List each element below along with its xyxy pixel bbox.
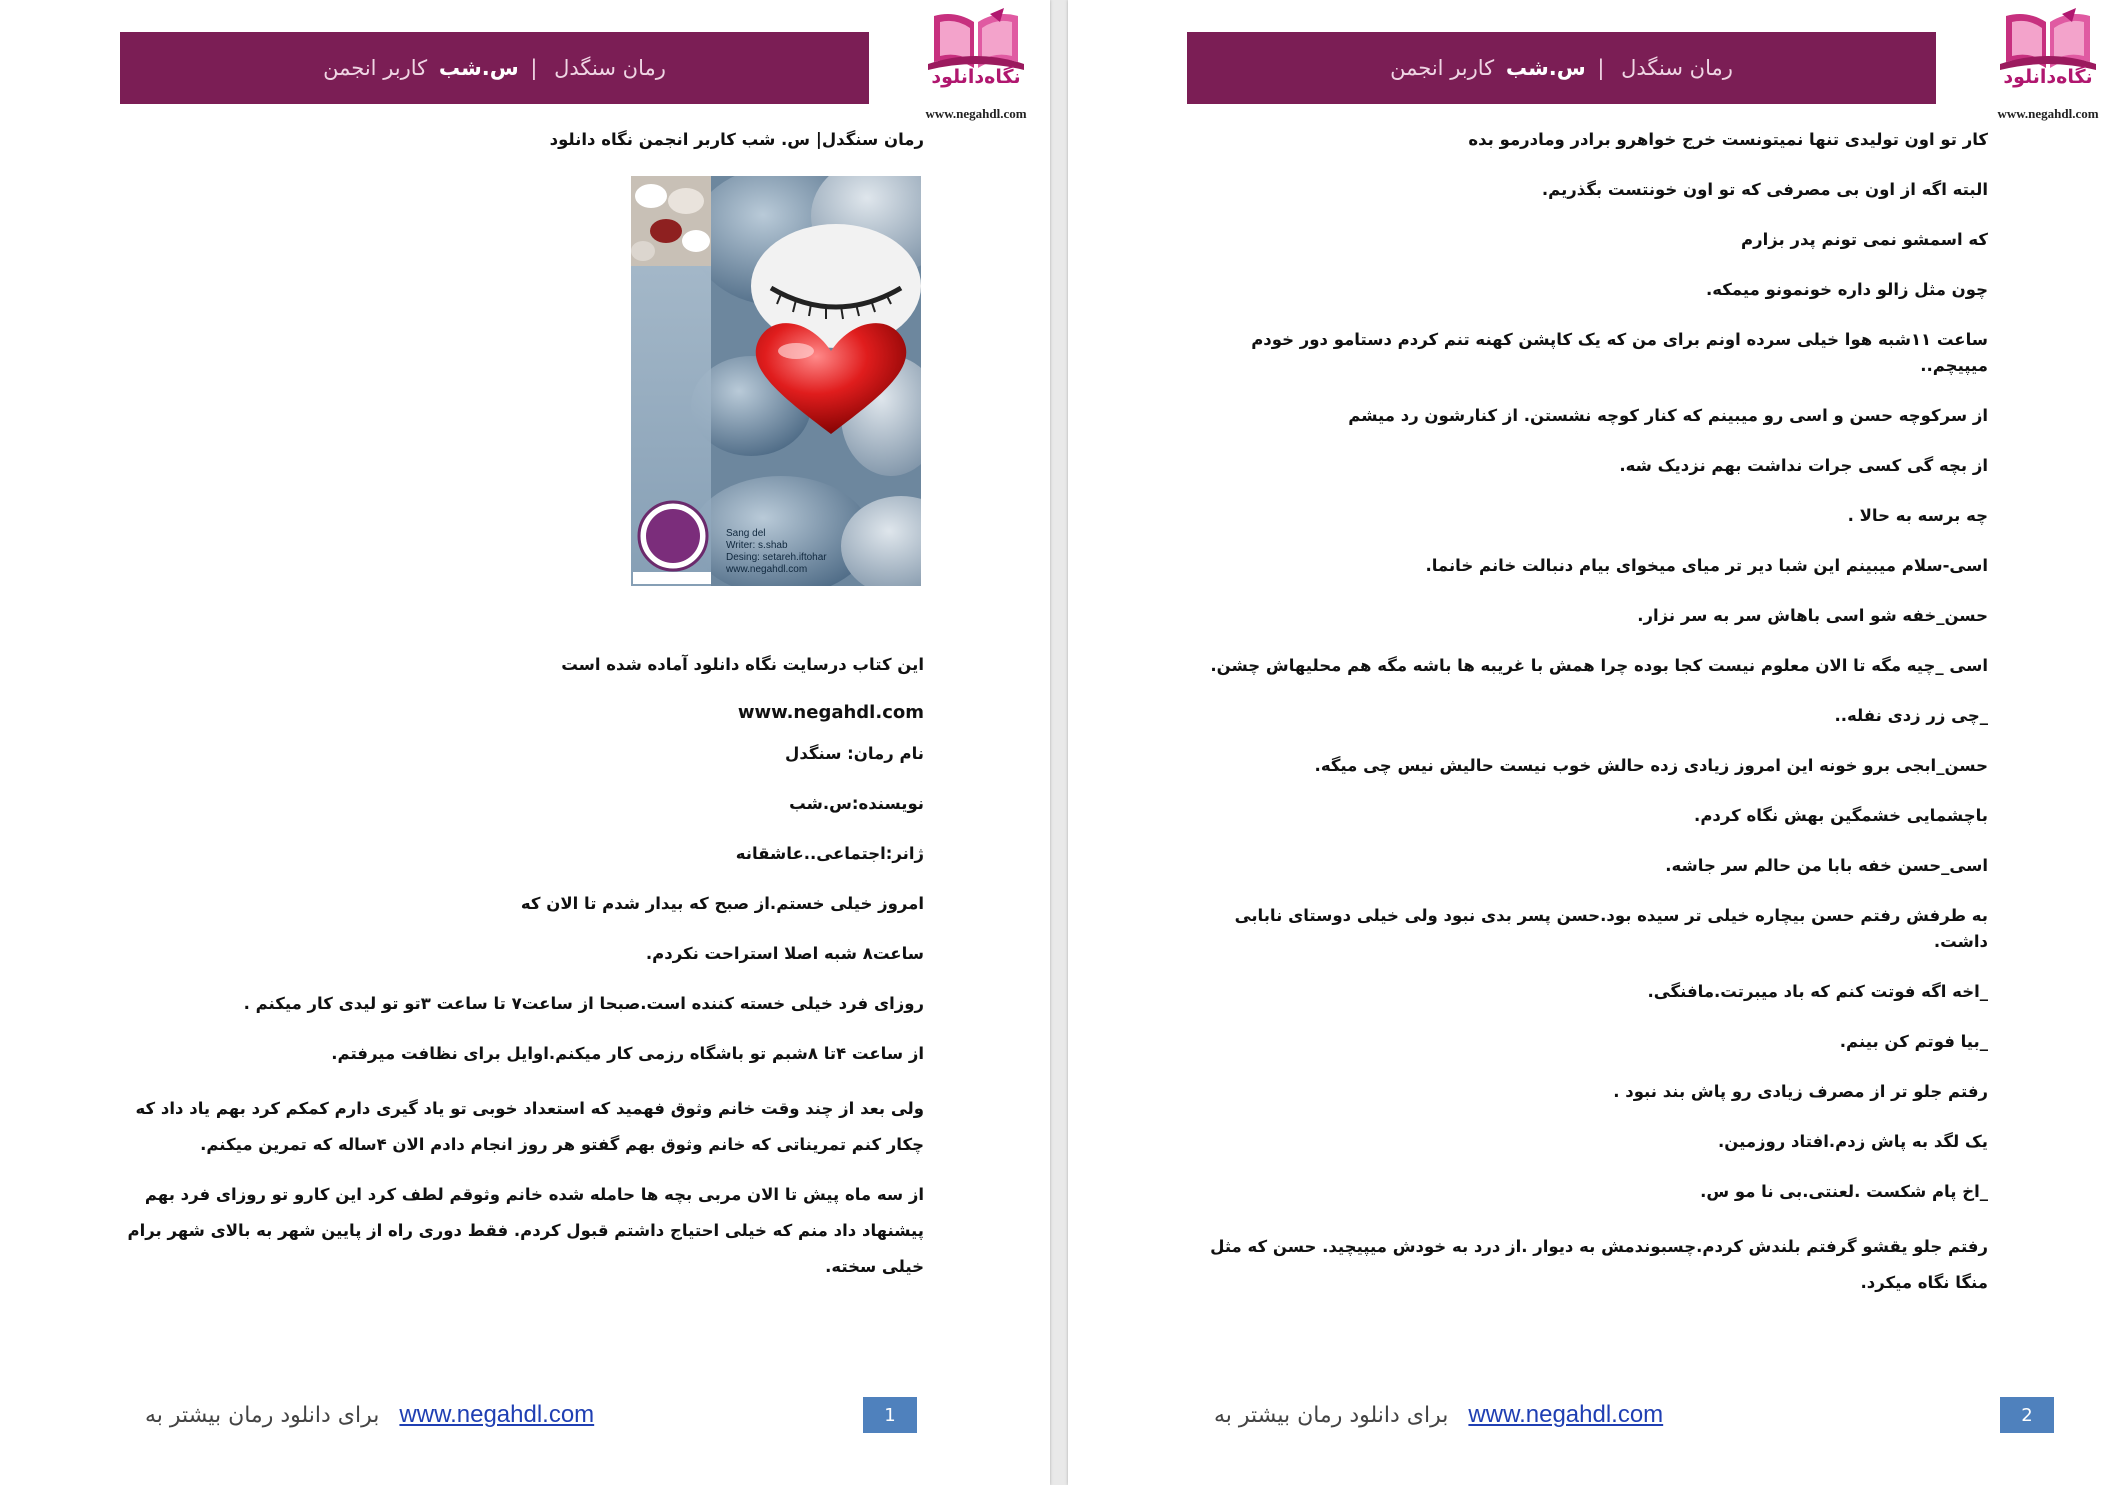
genre: ژانر:اجتماعی..عاشقانه xyxy=(735,844,924,863)
intro-line: این کتاب درسایت نگاه دانلود آماده شده است xyxy=(561,655,924,674)
logo-url: www.negahdl.com xyxy=(1997,106,2099,121)
page2-body-text xyxy=(1188,127,1988,1315)
logo-name: نگاه‌دانلود xyxy=(2003,66,2093,88)
cover-credit-line: Desing: setareh.iftohar xyxy=(726,552,827,563)
cover-credit-line: Writer: s.shab xyxy=(726,540,788,551)
paragraph: از بچه گی کسی جرات نداشت بهم نزدیک شه. xyxy=(1619,456,1988,475)
footer-link[interactable]: www.negahdl.com xyxy=(399,1401,595,1428)
paragraph: یک لگد به پاش زدم.افتاد روزمین. xyxy=(1717,1132,1988,1151)
cover-credit-line: www.negahdl.com xyxy=(726,564,808,575)
paragraph: _چی زر زدی نفله.. xyxy=(1834,706,1988,725)
page1-body-text xyxy=(120,652,924,1299)
book-cover-image xyxy=(631,176,921,586)
header-separator: | xyxy=(530,56,543,80)
paragraph: از سرکوچه حسن و اسی رو میبینم که کنار کوچه نشستن. از کنارشون رد میشم xyxy=(1348,406,1988,425)
page-header-bar xyxy=(1187,32,1936,104)
paragraph: حسن_ابجی برو خونه این امروز زیادی زده حالش خوب نیست حالیش نیس چی میگه. xyxy=(1314,756,1988,775)
logo-name: نگاه‌دانلود xyxy=(931,66,1021,88)
negahdl-logo xyxy=(1992,8,2104,126)
header-separator: | xyxy=(1597,56,1610,80)
novel-name: نام رمان: سنگدل xyxy=(785,744,924,763)
page1-top-text xyxy=(120,127,924,153)
paragraph: رفتم جلو یقشو گرفتم بلندش کردم.چسبوندمش به دیوار .از درد به خودش میپیچید. حسن که مثل منگا نگاه میکرد. xyxy=(1210,1237,1988,1292)
paragraph: _اخ پام شکست .لعنتی.بی نا مو س. xyxy=(1700,1182,1988,1201)
negahdl-logo xyxy=(920,8,1032,126)
paragraph: ولی بعد از چند وقت خانم وثوق فهمید که استعداد خوبی تو یاد گیری دارم کمکم کرد بهم یاد داد که چکار کنم تمریناتی که خانم وثوق بهم گفتو هر روز انجام دادم الان ۴ساله که تمرین میکنم. xyxy=(135,1099,924,1154)
page-2 xyxy=(1068,0,2117,1485)
paragraph: باچشمایی خشمگین بهش نگاه کردم. xyxy=(1694,806,1988,825)
paragraph: _اخه اگه فوتت کنم که باد میبرتت.مافنگی. xyxy=(1647,982,1988,1001)
paragraph: حسن_خفه شو اسی باهاش سر به سر نزار. xyxy=(1637,606,1988,625)
cover-artwork xyxy=(631,176,921,586)
footer-text: برای دانلود رمان بیشتر به xyxy=(1214,1402,1449,1428)
paragraph: _بیا فوتم کن بینم. xyxy=(1839,1032,1988,1051)
header-suffix: کاربر انجمن xyxy=(1390,56,1495,80)
paragraph: اسی-سلام میبینم این شبا دیر تر میای میخوای بیام دنبالت خانم خانما. xyxy=(1425,556,1988,575)
paragraph: که اسمشو نمی تونم پدر بزارم xyxy=(1741,230,1988,249)
header-author: س.شب xyxy=(438,56,519,80)
writer: نویسنده:س.شب xyxy=(789,794,924,813)
page-number: 2 xyxy=(2000,1397,2054,1433)
paragraph: رفتم جلو تر از مصرف زیادی رو پاش بند نبود . xyxy=(1613,1082,1988,1101)
paragraph: البته اگه از اون بی مصرفی که تو اون خونتست بگذریم. xyxy=(1541,180,1988,199)
paragraph: کار تو اون تولیدی تنها نمیتونست خرج خواهرو برادر ومادرمو بده xyxy=(1468,130,1988,149)
header-title: رمان سنگدل xyxy=(554,56,666,80)
document-title-line: رمان سنگدل| س. شب کاربر انجمن نگاه دانلود xyxy=(549,130,924,149)
header-title: رمان سنگدل xyxy=(1621,56,1733,80)
footer-text: برای دانلود رمان بیشتر به xyxy=(145,1402,380,1428)
page-footer xyxy=(145,1395,921,1435)
paragraph: روزای فرد خیلی خسته کننده است.صبحا از ساعت۷ تا ساعت ۳تو تو لیدی کار میکنم . xyxy=(243,994,924,1013)
paragraph: امروز خیلی خستم.از صبح که بیدار شدم تا الان که xyxy=(520,894,924,913)
paragraph: چون مثل زالو داره خونمونو میمکه. xyxy=(1705,280,1988,299)
cover-credits xyxy=(726,528,846,576)
paragraph: به طرفش رفتم حسن بیچاره خیلی تر سیده بود.حسن پسر بدی نبود ولی خیلی دوستای نابابی داشت. xyxy=(1234,906,1988,951)
paragraph: ساعت ۱۱شبه هوا خیلی سرده اونم برای من که یک کاپشن کهنه تنم کردم دستامو دور خودم میپیچم.. xyxy=(1251,330,1988,375)
header-suffix: کاربر انجمن xyxy=(323,56,428,80)
paragraph: از ساعت ۴تا ۸شبم تو باشگاه رزمی کار میکنم.اوایل برای نظافت میرفتم. xyxy=(331,1044,924,1063)
logo-url: www.negahdl.com xyxy=(925,106,1027,121)
paragraph: چه برسه به حالا . xyxy=(1847,506,1988,525)
cover-credit-line: Sang del xyxy=(726,528,766,539)
paragraph: ساعت۸ شبه اصلا استراحت نکردم. xyxy=(645,944,924,963)
site-url: www.negahdl.com xyxy=(737,702,924,723)
header-author: س.شب xyxy=(1505,56,1586,80)
paragraph: اسی_حسن خفه بابا من حالم سر جاشه. xyxy=(1665,856,1988,875)
page-number: 1 xyxy=(863,1397,917,1433)
paragraph: از سه ماه پیش تا الان مربی بچه ها حامله شده خانم وثوقم لطف کرد این کارو تو روزای فرد بهم پیشنهاد داد منم که خیلی احتیاج داشتم قبول کردم. فقط دوری راه از پایین شهر به بالای شهر برام خیلی سخته. xyxy=(127,1185,924,1276)
page-footer xyxy=(1214,1395,2056,1435)
page-header-bar xyxy=(120,32,869,104)
footer-link[interactable]: www.negahdl.com xyxy=(1468,1401,1664,1428)
page-1 xyxy=(0,0,1050,1485)
paragraph: اسی _چیه مگه تا الان معلوم نیست کجا بوده چرا همش با غریبه ها باشه مگه هم محلیهاش چشن. xyxy=(1210,656,1988,675)
